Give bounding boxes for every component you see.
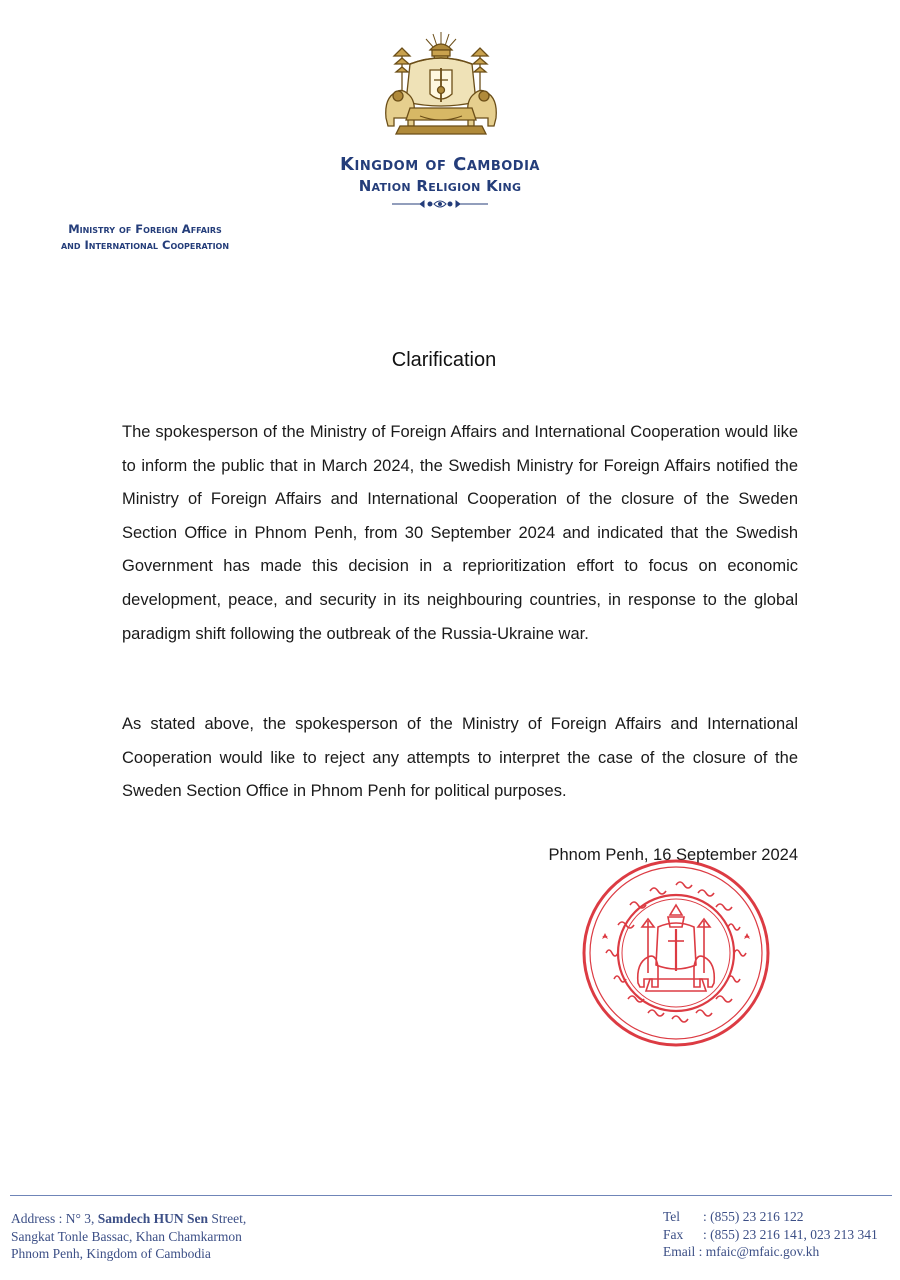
ministry-line-2: and International Cooperation [60,238,230,252]
fax-label: Fax [663,1226,684,1242]
email-label: Email [663,1244,696,1259]
decorative-divider-icon [390,197,490,211]
fax-value: : (855) 23 216 141, 023 213 341 [703,1226,878,1242]
place-and-date: Phnom Penh, 16 September 2024 [548,846,798,864]
ministry-line-1: Ministry of Foreign Affairs [68,222,222,236]
footer-address [11,1210,246,1263]
address-line-3: Phnom Penh, Kingdom of Cambodia [11,1246,211,1261]
address-line-2: Sangkat Tonle Bassac, Khan Chamkarmon [11,1228,242,1244]
tel-value: : (855) 23 216 122 [703,1209,804,1224]
royal-arms-icon [380,30,502,140]
address-street-name: Samdech HUN Sen [97,1211,209,1226]
contact-tel [663,1208,878,1226]
ministry-name [10,221,280,253]
contact-email [663,1243,878,1261]
document-title: Clarification [391,349,497,371]
paragraph-text: The spokesperson of the Ministry of Foreign Affairs and International Cooperation would like to inform the public that in March 2024, the Swedish Ministry for Foreign Affairs notified the Ministry of Foreign Affairs and International Cooperation of the closure of the Sweden Section Office in Phnom Penh, from 30 September 2024 and indicated that the Swedish Government has made this decision in a reprioritization effort to focus on economic development, peace, and security in its neighbouring countries, in response to the global paradigm shift following the outbreak of the Russia-Ukraine war. [122,423,798,643]
kingdom-title: Kingdom of Cambodia [340,154,540,175]
official-seal-icon [578,855,774,1051]
address-prefix: Address : N° 3, [11,1211,98,1226]
tel-label: Tel [663,1209,681,1224]
footer-divider [10,1195,892,1196]
paragraph-text: As stated above, the spokesperson of the Ministry of Foreign Affairs and International Cooperation would like to reject any attempts to interpret the case of the closure of the Sweden Section Office in Phnom Penh for political purposes. [122,715,798,801]
body-paragraph-2 [122,708,798,809]
address-line-1 [11,1210,246,1228]
email-value[interactable]: : mfaic@mfaic.gov.kh [698,1244,820,1259]
footer-contact [663,1208,878,1261]
national-motto: Nation Religion King [358,177,522,195]
address-street-suffix: Street, [208,1211,247,1226]
body-paragraph-1 [122,416,798,651]
contact-fax [663,1226,878,1244]
